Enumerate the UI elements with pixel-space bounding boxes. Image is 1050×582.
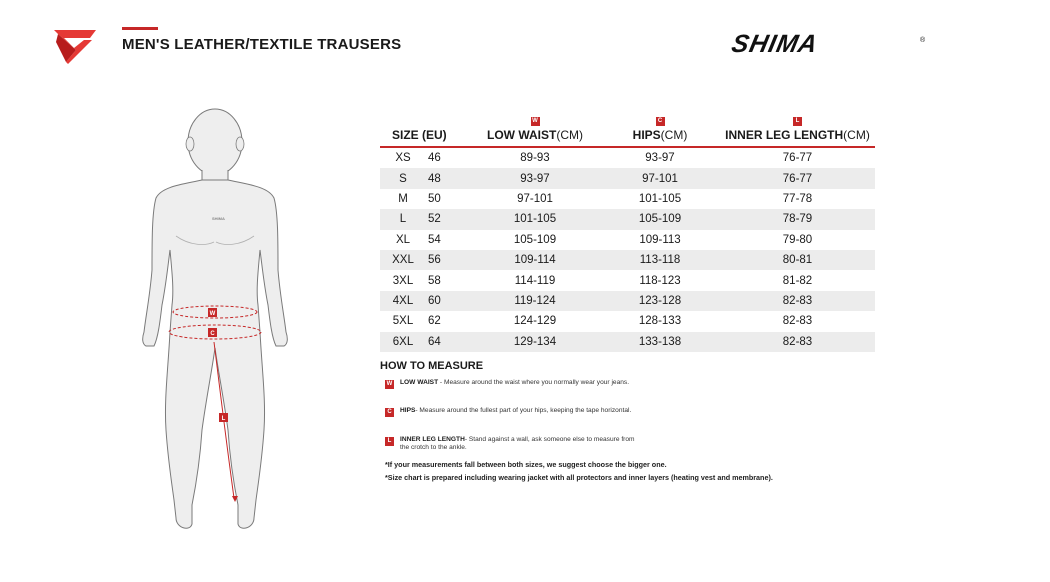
cell-eu: 62 [428,315,441,328]
cell-waist: 124-129 [513,315,557,328]
header-waist-label: LOW WAIST [487,128,557,142]
header-hips-label: HIPS [632,128,661,142]
cell-eu: 48 [428,172,441,185]
instruction-text: - Measure around the waist where you normally wear your jeans. [438,379,630,386]
figure-chest-logo: SHIMA [212,216,225,221]
instruction-text: - Measure around the fullest part of your hips, keeping the tape horizontal. [415,407,632,414]
cell-size: XL [395,233,411,246]
header-leg [720,117,875,142]
cell-waist: 114-119 [514,274,556,287]
cell-size: XXL [392,254,414,267]
body-figure [130,100,300,550]
note-layers: *Size chart is prepared including wearing jacket with all protectors and inner layers (heating vest and membrane). [385,473,773,482]
cell-waist: 89-93 [520,152,550,165]
cell-waist: 119-124 [514,294,556,307]
page-title: MEN'S LEATHER/TEXTILE TRAUSERS [122,36,402,53]
table-header [380,112,875,148]
table-row [380,148,875,168]
table-row [380,311,875,331]
cell-size: M [398,192,408,205]
cell-hips: 133-138 [638,335,682,348]
title-accent-bar [122,27,158,30]
header-leg-label: INNER LEG LENGTH [725,128,844,142]
cell-waist: 101-105 [513,213,557,226]
waist-badge: W [532,118,538,124]
table-row [380,270,875,290]
cell-eu: 58 [428,274,441,287]
cell-size: XS [395,152,411,165]
cell-size: 5XL [392,315,414,328]
cell-hips: 118-123 [639,274,681,287]
waist-instruction-badge: W [386,381,393,387]
cell-hips: 101-105 [638,192,682,205]
cell-leg: 82-83 [782,335,813,348]
table-row [380,332,875,352]
hips-instruction-badge: C [385,408,394,417]
cell-waist: 105-109 [513,233,557,246]
table-row [380,189,875,209]
cell-eu: 46 [428,152,441,165]
table-row [380,168,875,188]
cell-hips: 93-97 [645,152,675,165]
figure-body [143,180,288,528]
cell-leg: 76-77 [782,172,813,185]
how-to-measure-title: HOW TO MEASURE [380,360,484,372]
instruction-label: HIPS [400,407,416,414]
leg-instruction-badge: L [385,437,394,446]
instruction-leg [385,436,645,453]
table-row [380,291,875,311]
cell-waist: 129-134 [513,335,557,348]
cell-size: 4XL [392,294,414,307]
cell-leg: 77-78 [782,192,813,205]
cell-waist: 109-114 [514,254,556,267]
cell-hips: 128-133 [638,315,682,328]
note-sizes: *If your measurements fall between both sizes, we suggest choose the bigger one. [385,460,667,469]
cell-leg: 80-81 [782,254,813,267]
cell-hips: 123-128 [638,294,682,307]
cell-leg: 82-83 [782,315,813,328]
cell-eu: 54 [428,233,441,246]
cell-size: L [399,213,407,226]
instruction-label: INNER LEG LENGTH [400,436,465,443]
header-waist-unit: (CM) [556,128,583,142]
cell-eu: 64 [428,335,441,348]
cell-leg: 78-79 [782,213,813,226]
cell-leg: 81-82 [782,274,813,287]
cell-size: S [399,172,407,185]
instruction-text: - Stand against a wall, ask someone else to measure from the crotch to the ankle. [400,436,635,452]
cell-eu: 52 [428,213,441,226]
cell-leg: 79-80 [782,233,813,246]
hips-badge: C [656,117,665,126]
brand-logo: SHIMA [729,30,821,58]
hips-marker: C [210,331,215,337]
table-row [380,209,875,229]
size-table [380,112,875,352]
cell-waist: 93-97 [520,172,550,185]
cell-eu: 50 [428,192,441,205]
instruction-label: LOW WAIST [400,379,439,386]
instruction-waist [385,379,645,387]
table-row [380,250,875,270]
brand-registered-mark: ® [920,37,926,44]
cell-leg: 76-77 [782,152,813,165]
header-waist [470,117,600,142]
cell-leg: 82-83 [782,294,813,307]
instruction-hips [385,407,645,415]
cell-eu: 56 [428,254,441,267]
cell-hips: 105-109 [638,213,682,226]
shima-logo-icon [54,28,100,64]
cell-hips: 113-118 [639,254,681,267]
header-leg-unit: (CM) [843,128,870,142]
cell-size: 6XL [392,335,414,348]
header-hips-unit: (CM) [660,128,688,142]
waist-marker: W [209,311,216,317]
cell-size: 3XL [392,274,414,287]
cell-waist: 97-101 [517,192,553,205]
header-size: SIZE (EU) [392,128,447,142]
cell-hips: 109-113 [639,233,681,246]
table-row [380,230,875,250]
leg-badge: L [793,117,802,126]
leg-marker: L [221,416,226,422]
cell-eu: 60 [428,294,441,307]
figure-head [188,109,242,175]
cell-hips: 97-101 [642,172,678,185]
table-body [380,148,875,352]
header-hips [600,117,720,142]
